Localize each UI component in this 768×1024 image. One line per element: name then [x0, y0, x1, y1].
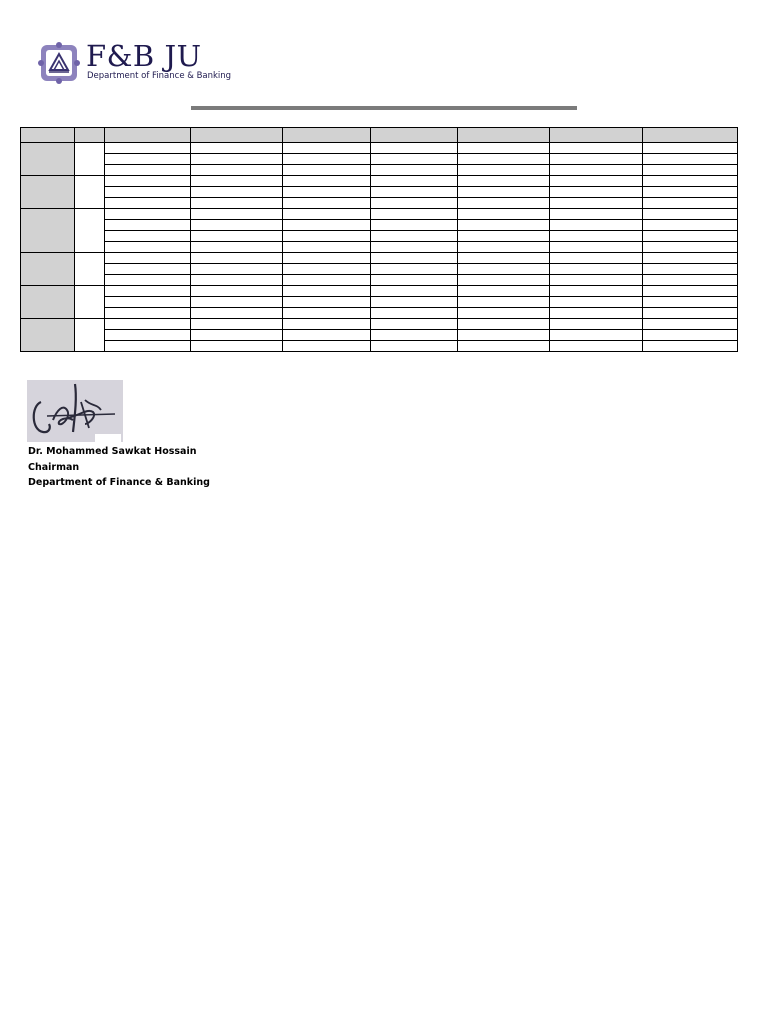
university-seal-icon: [38, 42, 80, 84]
schedule-cell: [283, 275, 371, 286]
schedule-cell: [643, 308, 738, 319]
table-row: [21, 176, 738, 187]
schedule-cell: [550, 187, 643, 198]
schedule-cell: [371, 154, 458, 165]
schedule-cell: [283, 165, 371, 176]
schedule-cell: [283, 319, 371, 330]
slot-cell: [75, 319, 105, 352]
slot-cell: [75, 253, 105, 286]
table-row: [21, 330, 738, 341]
schedule-cell: [371, 176, 458, 187]
schedule-cell: [643, 297, 738, 308]
schedule-cell: [283, 308, 371, 319]
schedule-cell: [458, 231, 550, 242]
schedule-cell: [550, 264, 643, 275]
schedule-cell: [105, 209, 191, 220]
schedule-cell: [550, 143, 643, 154]
schedule-cell: [283, 330, 371, 341]
schedule-cell: [458, 286, 550, 297]
schedule-cell: [643, 143, 738, 154]
schedule-cell: [283, 154, 371, 165]
schedule-cell: [371, 198, 458, 209]
slot-cell: [75, 209, 105, 253]
schedule-cell: [643, 176, 738, 187]
schedule-cell: [643, 341, 738, 352]
schedule-cell: [550, 330, 643, 341]
schedule-cell: [283, 286, 371, 297]
signatory-designation: Chairman: [28, 461, 80, 473]
schedule-cell: [458, 220, 550, 231]
schedule-cell: [105, 176, 191, 187]
day-cell: [21, 319, 75, 352]
table-row: [21, 165, 738, 176]
schedule-cell: [105, 330, 191, 341]
schedule-cell: [283, 341, 371, 352]
schedule-cell: [105, 231, 191, 242]
schedule-cell: [191, 209, 283, 220]
schedule-cell: [105, 187, 191, 198]
schedule-cell: [105, 198, 191, 209]
table-row: [21, 264, 738, 275]
schedule-cell: [283, 143, 371, 154]
column-header: [191, 128, 283, 143]
day-cell: [21, 209, 75, 253]
schedule-cell: [191, 143, 283, 154]
schedule-cell: [458, 143, 550, 154]
schedule-cell: [283, 220, 371, 231]
schedule-cell: [371, 297, 458, 308]
column-header: [75, 128, 105, 143]
schedule-cell: [191, 286, 283, 297]
schedule-cell: [283, 231, 371, 242]
table-row: [21, 341, 738, 352]
schedule-cell: [105, 308, 191, 319]
schedule-cell: [371, 143, 458, 154]
schedule-cell: [283, 264, 371, 275]
table-row: [21, 231, 738, 242]
schedule-cell: [371, 264, 458, 275]
schedule-cell: [458, 308, 550, 319]
schedule-cell: [643, 220, 738, 231]
signatory-block: [28, 444, 210, 491]
table-row: [21, 286, 738, 297]
schedule-cell: [371, 220, 458, 231]
title-rule: [191, 106, 577, 110]
day-cell: [21, 286, 75, 319]
table-row: [21, 143, 738, 154]
table-row: [21, 154, 738, 165]
schedule-cell: [643, 231, 738, 242]
schedule-cell: [643, 165, 738, 176]
schedule-cell: [191, 176, 283, 187]
schedule-cell: [458, 165, 550, 176]
schedule-cell: [458, 253, 550, 264]
logo-subtitle: Department of Finance & Banking: [87, 71, 232, 81]
schedule-cell: [191, 275, 283, 286]
schedule-cell: [283, 176, 371, 187]
schedule-cell: [550, 319, 643, 330]
schedule-cell: [458, 275, 550, 286]
column-header: [643, 128, 738, 143]
schedule-cell: [458, 154, 550, 165]
schedule-cell: [458, 176, 550, 187]
schedule-cell: [643, 264, 738, 275]
schedule-cell: [105, 154, 191, 165]
schedule-cell: [191, 165, 283, 176]
schedule-cell: [643, 275, 738, 286]
schedule-cell: [371, 242, 458, 253]
schedule-cell: [643, 187, 738, 198]
schedule-cell: [643, 154, 738, 165]
schedule-cell: [191, 154, 283, 165]
schedule-cell: [550, 154, 643, 165]
schedule-cell: [105, 297, 191, 308]
schedule-cell: [550, 198, 643, 209]
schedule-cell: [283, 209, 371, 220]
schedule-cell: [191, 341, 283, 352]
schedule-cell: [550, 341, 643, 352]
schedule-cell: [643, 198, 738, 209]
schedule-cell: [550, 220, 643, 231]
schedule-cell: [105, 253, 191, 264]
table-row: [21, 319, 738, 330]
schedule-cell: [550, 275, 643, 286]
schedule-cell: [371, 209, 458, 220]
schedule-cell: [371, 231, 458, 242]
schedule-cell: [105, 286, 191, 297]
schedule-cell: [458, 209, 550, 220]
schedule-cell: [191, 231, 283, 242]
schedule-cell: [105, 275, 191, 286]
schedule-cell: [191, 330, 283, 341]
table-row: [21, 253, 738, 264]
slot-cell: [75, 286, 105, 319]
schedule-cell: [643, 319, 738, 330]
table-row: [21, 209, 738, 220]
schedule-cell: [550, 286, 643, 297]
schedule-cell: [458, 341, 550, 352]
schedule-cell: [643, 242, 738, 253]
schedule-cell: [191, 319, 283, 330]
schedule-cell: [105, 264, 191, 275]
schedule-cell: [550, 253, 643, 264]
schedule-cell: [371, 187, 458, 198]
day-cell: [21, 143, 75, 176]
schedule-cell: [371, 286, 458, 297]
schedule-cell: [458, 330, 550, 341]
schedule-cell: [105, 165, 191, 176]
schedule-cell: [283, 297, 371, 308]
schedule-cell: [105, 341, 191, 352]
schedule-cell: [643, 209, 738, 220]
schedule-cell: [550, 209, 643, 220]
schedule-cell: [191, 308, 283, 319]
schedule-cell: [105, 220, 191, 231]
schedule-cell: [191, 253, 283, 264]
class-schedule-table: [20, 127, 738, 352]
schedule-cell: [458, 242, 550, 253]
schedule-cell: [458, 198, 550, 209]
schedule-cell: [191, 242, 283, 253]
column-header: [283, 128, 371, 143]
schedule-cell: [371, 308, 458, 319]
schedule-cell: [371, 341, 458, 352]
day-cell: [21, 176, 75, 209]
slot-cell: [75, 176, 105, 209]
signatory-name: Dr. Mohammed Sawkat Hossain: [28, 446, 197, 457]
schedule-cell: [283, 242, 371, 253]
schedule-cell: [550, 242, 643, 253]
schedule-cell: [191, 187, 283, 198]
schedule-cell: [550, 165, 643, 176]
column-header: [371, 128, 458, 143]
schedule-cell: [371, 319, 458, 330]
department-logo: [38, 39, 232, 88]
schedule-cell: [550, 297, 643, 308]
table-row: [21, 187, 738, 198]
schedule-cell: [458, 297, 550, 308]
column-header: [21, 128, 75, 143]
table-header-row: [21, 128, 738, 143]
column-header: [550, 128, 643, 143]
schedule-cell: [191, 220, 283, 231]
column-header: [105, 128, 191, 143]
slot-cell: [75, 143, 105, 176]
schedule-cell: [643, 253, 738, 264]
schedule-cell: [283, 187, 371, 198]
table-row: [21, 242, 738, 253]
schedule-cell: [458, 264, 550, 275]
schedule-cell: [371, 253, 458, 264]
schedule-cell: [105, 242, 191, 253]
schedule-cell: [643, 286, 738, 297]
column-header: [458, 128, 550, 143]
schedule-cell: [283, 253, 371, 264]
table-row: [21, 308, 738, 319]
schedule-cell: [191, 264, 283, 275]
table-row: [21, 198, 738, 209]
schedule-cell: [105, 143, 191, 154]
schedule-cell: [191, 198, 283, 209]
schedule-cell: [550, 308, 643, 319]
table-row: [21, 220, 738, 231]
table-row: [21, 275, 738, 286]
logo-title: F&B JU: [86, 39, 202, 73]
schedule-cell: [371, 165, 458, 176]
schedule-cell: [371, 330, 458, 341]
table-row: [21, 297, 738, 308]
chairman-signature: [27, 380, 123, 442]
schedule-cell: [191, 297, 283, 308]
schedule-cell: [643, 330, 738, 341]
signatory-department: Department of Finance & Banking: [28, 477, 210, 488]
schedule-cell: [550, 231, 643, 242]
schedule-cell: [458, 319, 550, 330]
schedule-cell: [550, 176, 643, 187]
day-cell: [21, 253, 75, 286]
schedule-cell: [283, 198, 371, 209]
schedule-cell: [458, 187, 550, 198]
schedule-cell: [371, 275, 458, 286]
schedule-cell: [105, 319, 191, 330]
